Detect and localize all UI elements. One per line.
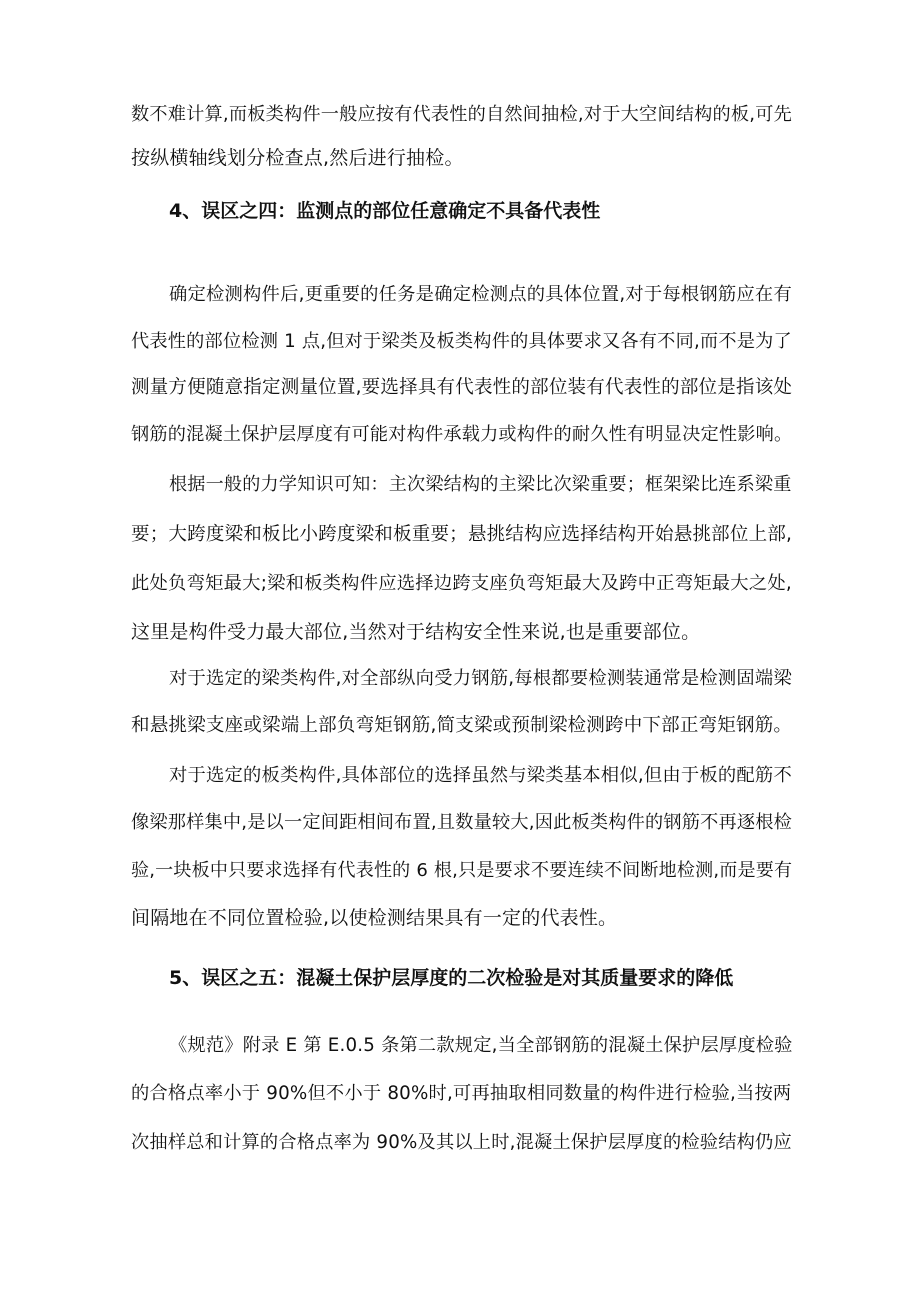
section-4-p1-line-4: 钢筋的混凝土保护层厚度有可能对构件承载力或构件的耐久性有明显决定性影响。 — [131, 424, 793, 445]
intro-line-1: 数不难计算,而板类构件一般应按有代表性的自然间抽检,对于大空间结构的板,可先 — [131, 104, 792, 125]
section-4-p3-line-2: 和悬挑梁支座或梁端上部负弯矩钢筋,简支梁或预制梁检测跨中下部正弯矩钢筋。 — [131, 715, 793, 736]
section-4-p1-line-1: 确定检测构件后,更重要的任务是确定检测点的具体位置,对于每根钢筋应在有 — [169, 284, 792, 305]
section-4-p4-line-1: 对于选定的板类构件,具体部位的选择虽然与梁类基本相似,但由于板的配筋不 — [169, 765, 792, 786]
section-4-p4-line-2: 像梁那样集中,是以一定间距相间布置,且数量较大,因此板类构件的钢筋不再逐根检 — [131, 812, 792, 833]
section-5-p1-line-3: 次抽样总和计算的合格点率为 90%及其以上时,混凝土保护层厚度的检验结构仍应 — [131, 1132, 792, 1153]
intro-line-2: 按纵横轴线划分检查点,然后进行抽检。 — [131, 147, 464, 169]
section-4-p3-line-1: 对于选定的梁类构件,对全部纵向受力钢筋,每根都要检测装通常是检测固端梁 — [169, 668, 792, 689]
section-5-p1-line-2: 的合格点率小于 90%但不小于 80%时,可再抽取相同数量的构件进行检验,当按两 — [131, 1083, 792, 1104]
section-5-p1-line-1: 《规范》附录 E 第 E.0.5 条第二款规定,当全部钢筋的混凝土保护层厚度检验 — [169, 1035, 793, 1056]
section-4-p1-line-2: 代表性的部位检测 1 点,但对于梁类及板类构件的具体要求又各有不同,而不是为了 — [131, 331, 792, 352]
section-4-p4-line-3: 验,一块板中只要求选择有代表性的 6 根,只是要求不要连续不间断地检测,而是要有 — [131, 860, 793, 881]
section-4-p4-line-4: 间隔地在不同位置检验,以使检测结果具有一定的代表性。 — [131, 907, 618, 929]
section-4-p2-line-3: 此处负弯矩最大;梁和板类构件应选择边跨支座负弯矩最大及跨中正弯矩最大之处, — [131, 573, 792, 594]
section-5-heading: 5、误区之五：混凝土保护层厚度的二次检验是对其质量要求的降低 — [169, 967, 734, 989]
section-4-p1-line-3: 测量方便随意指定测量位置,要选择具有代表性的部位装有代表性的部位是指该处 — [131, 377, 793, 398]
section-4-p2-line-2: 要；大跨度梁和板比小跨度梁和板重要；悬挑结构应选择结构开始悬挑部位上部, — [131, 524, 793, 545]
section-4-p2-line-1: 根据一般的力学知识可知：主次梁结构的主梁比次梁重要；框架梁比连系梁重 — [169, 474, 792, 495]
section-4-p2-line-4: 这里是构件受力最大部位,当然对于结构安全性来说,也是重要部位。 — [131, 621, 701, 643]
section-4-heading: 4、误区之四：监测点的部位任意确定不具备代表性 — [169, 200, 601, 222]
